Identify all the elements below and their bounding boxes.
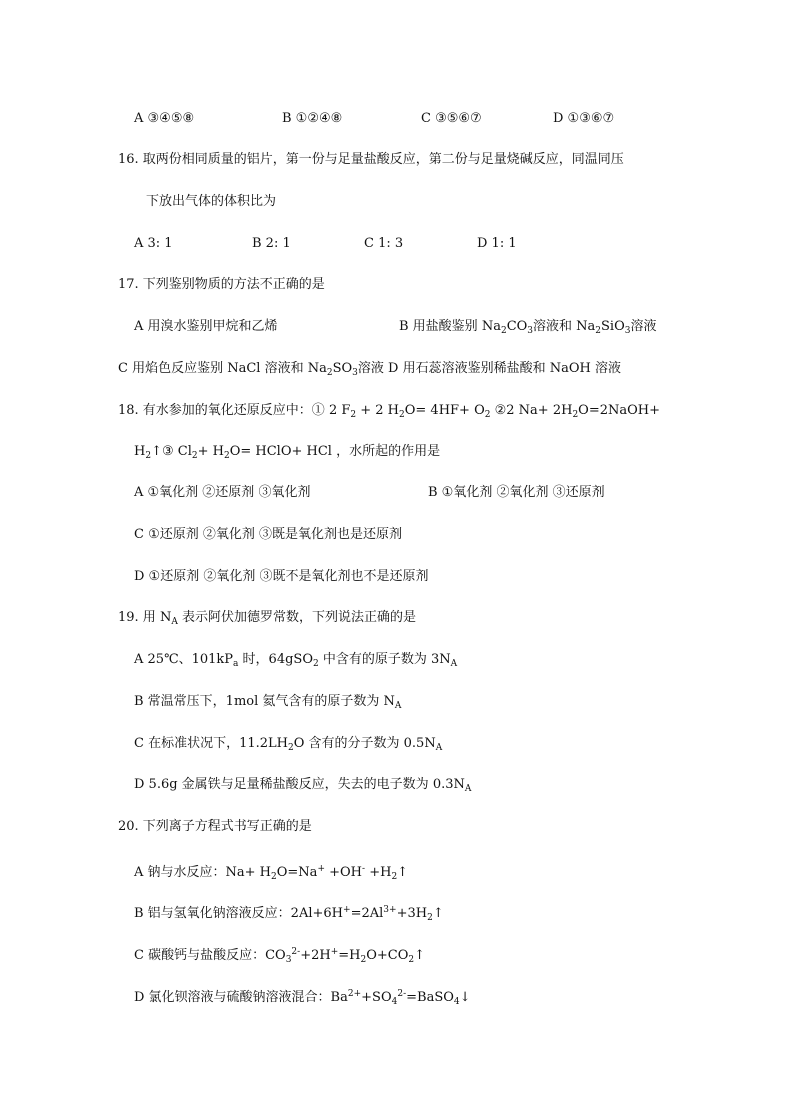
q16-option-d[interactable]: D 1: 1 bbox=[477, 236, 517, 251]
q18-option-d[interactable]: D ①还原剂 ②氧化剂 ③既不是氧化剂也不是还原剂 bbox=[134, 569, 429, 584]
q16-stem-line2: 下放出气体的体积比为 bbox=[146, 194, 277, 209]
q17-option-c-d[interactable]: C 用焰色反应鉴别 NaCl 溶液和 $Na_2SO_3$溶液 D 用石蕊溶液鉴别稀盐酸和 NaOH 溶液 bbox=[118, 361, 621, 378]
q15-option-c[interactable]: C ③⑤⑥⑦ bbox=[421, 111, 482, 126]
q18-stem-line1: 18. 有水参加的氧化还原反应中：① 2 $F_2 + 2$ $H_2O= 4HF+ O_2$ ②2 $Na+ 2H_2O=2NaOH+$ bbox=[118, 403, 661, 420]
q19-option-d[interactable]: D 5.6g 金属铁与足量稀盐酸反应，失去的电子数为 $0.3N_A$ bbox=[134, 777, 472, 794]
q20-option-a[interactable]: A 钠与水反应：$Na+ H_2O=Na^+ +OH^-$ $+H_2↑$ bbox=[134, 864, 409, 882]
q20-option-d[interactable]: D 氯化钡溶液与硫酸钠溶液混合：$Ba^{2+}+SO_4^{2-}=BaSO_4↓$ bbox=[134, 989, 471, 1007]
q16-option-a[interactable]: A 3: 1 bbox=[134, 236, 173, 251]
q17-option-a[interactable]: A 用溴水鉴别甲烷和乙烯 bbox=[134, 319, 278, 334]
q18-option-a[interactable]: A ①氧化剂 ②还原剂 ③氧化剂 bbox=[134, 485, 311, 500]
q18-stem-line2: $H_2↑③$ $Cl_2+ H_2O=$ HClO+ HCl ，水所起的作用是 bbox=[134, 444, 441, 461]
q15-option-b[interactable]: B ①②④⑧ bbox=[282, 111, 343, 126]
q19-stem: 19. 用 $N_A$ 表示阿伏加德罗常数，下列说法正确的是 bbox=[118, 610, 416, 627]
q19-option-a[interactable]: A 25℃、$101kP_a$ 时，64gSO$_2$ 中含有的原子数为 $3N_A$ bbox=[134, 652, 458, 669]
q16-option-b[interactable]: B 2: 1 bbox=[252, 236, 291, 251]
q18-option-c[interactable]: C ①还原剂 ②氧化剂 ③既是氧化剂也是还原剂 bbox=[134, 527, 402, 542]
q20-option-b[interactable]: B 铝与氢氧化钠溶液反应：$2Al+6H^+=2Al^{3+}+3H_2↑$ bbox=[134, 905, 444, 923]
q17-option-b[interactable]: B 用盐酸鉴别 $Na_2CO_3$溶液和 $Na_2SiO_3$溶液 bbox=[399, 319, 657, 336]
q16-option-c[interactable]: C 1: 3 bbox=[364, 236, 404, 251]
q16-stem-line1: 16. 取两份相同质量的铝片，第一份与足量盐酸反应，第二份与足量烧碱反应，同温同压 bbox=[118, 152, 624, 167]
q15-option-a[interactable]: A ③④⑤⑧ bbox=[134, 111, 195, 126]
q19-option-c[interactable]: C 在标准状况下，$11.2LH_2O$ 含有的分子数为 $0.5N_A$ bbox=[134, 736, 443, 753]
q19-option-b[interactable]: B 常温常压下，1mol 氦气含有的原子数为 $N_A$ bbox=[134, 694, 402, 711]
q17-stem: 17. 下列鉴别物质的方法不正确的是 bbox=[118, 277, 325, 292]
q20-option-c[interactable]: C 碳酸钙与盐酸反应：$CO_3^{2-}+2H^+=H_2O+CO_2↑$ bbox=[134, 947, 426, 965]
q18-option-b[interactable]: B ①氧化剂 ②氧化剂 ③还原剂 bbox=[428, 485, 605, 500]
q15-option-d[interactable]: D ①③⑥⑦ bbox=[553, 111, 615, 126]
q20-stem: 20. 下列离子方程式书写正确的是 bbox=[118, 819, 312, 834]
